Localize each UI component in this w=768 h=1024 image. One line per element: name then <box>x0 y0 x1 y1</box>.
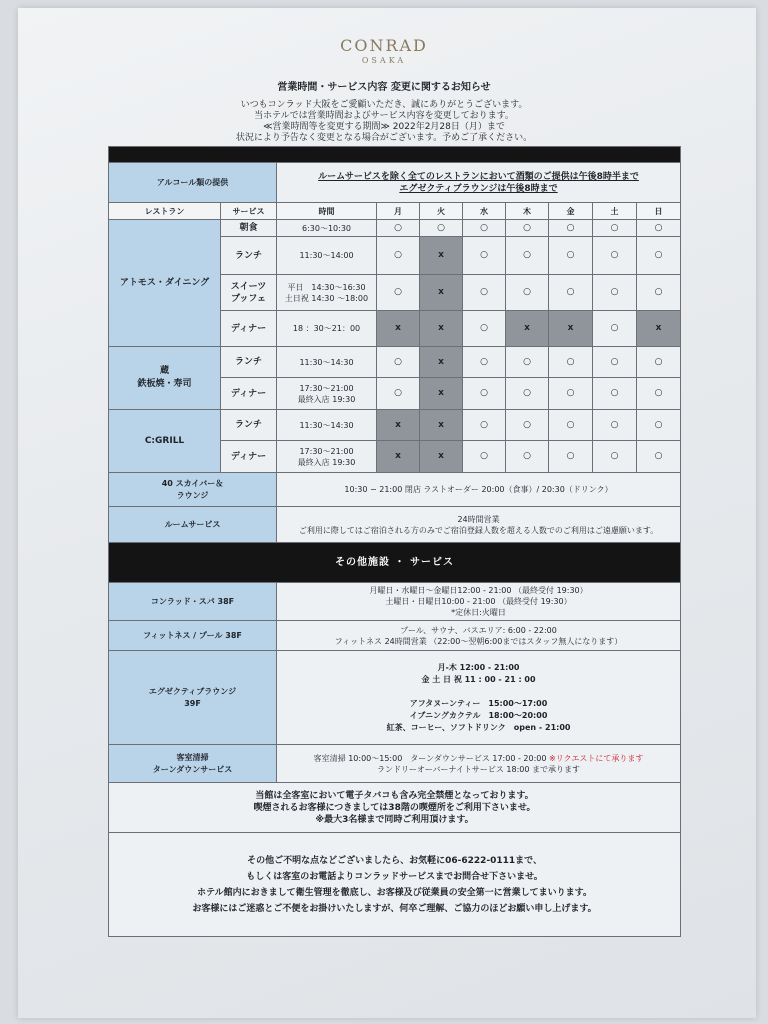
sky-hours: 10:30 − 21:00 閉店 ラストオーダー 20:00（食事）/ 20:30（ドリンク） <box>344 485 613 494</box>
service-name: ランチ <box>221 410 277 441</box>
closed-mark: x <box>549 311 593 347</box>
open-mark: ○ <box>377 378 420 410</box>
restaurant-name: 蔵 鉄板焼・寿司 <box>109 347 221 410</box>
open-mark: ○ <box>549 347 593 378</box>
alcohol-notice <box>277 163 681 203</box>
closed-mark: x <box>420 441 463 473</box>
service-time <box>277 220 377 237</box>
service-time <box>277 441 377 473</box>
open-mark: ○ <box>506 237 549 275</box>
col-day: 月 <box>377 203 420 220</box>
housekeeping-line <box>277 753 680 764</box>
closed-mark: x <box>420 237 463 275</box>
sky-bar-row <box>109 473 681 507</box>
closed-mark: x <box>420 311 463 347</box>
open-mark: ○ <box>593 441 637 473</box>
alcohol-label: アルコール類の提供 <box>109 163 277 203</box>
lounge-row-content <box>277 651 681 745</box>
intro-line: 当ホテルでは営業時間およびサービス内容を変更しております。 <box>254 111 514 121</box>
open-mark: ○ <box>463 378 506 410</box>
open-mark: ○ <box>377 220 420 237</box>
open-mark: ○ <box>593 410 637 441</box>
table-row <box>109 347 681 378</box>
col-day: 金 <box>549 203 593 220</box>
lounge-row <box>109 651 681 745</box>
open-mark: ○ <box>463 347 506 378</box>
service-time <box>277 410 377 441</box>
table-row <box>109 410 681 441</box>
laundry-line: ランドリーオーバーナイトサービス 18:00 まで承ります <box>377 764 581 774</box>
service-name: ランチ <box>221 347 277 378</box>
col-day: 火 <box>420 203 463 220</box>
col-time: 時間 <box>277 203 377 220</box>
open-mark: ○ <box>549 410 593 441</box>
housekeeping-row-label: 客室清掃 ターンダウンサービス <box>109 745 277 783</box>
open-mark: ○ <box>506 220 549 237</box>
col-restaurant: レストラン <box>109 203 221 220</box>
column-header-row <box>109 203 681 220</box>
service-name: スイーツ ブッフェ <box>221 275 277 311</box>
fitness-row-content <box>277 621 681 651</box>
intro-line: いつもコンラッド大阪をご愛顧いただき、誠にありがとうございます。 <box>240 100 528 110</box>
service-time <box>277 311 377 347</box>
open-mark: ○ <box>549 220 593 237</box>
text-line: フィットネス 24時間営業 （22:00〜翌朝6:00まではスタッフ無人になります） <box>334 636 623 646</box>
open-mark: ○ <box>593 220 637 237</box>
room-service-hours: 24時間営業 <box>457 514 500 524</box>
service-name: ランチ <box>221 237 277 275</box>
open-mark: ○ <box>549 237 593 275</box>
closed-mark: x <box>420 275 463 311</box>
room-service-note: ご利用に際してはご宿泊される方のみでご宿泊登録人数を超える人数でのご利用はご遠慮願います。 <box>298 525 659 535</box>
intro-line: ≪営業時間等を変更する期間≫ 2022年2月28日（月）まで <box>263 122 505 132</box>
closed-mark: x <box>420 378 463 410</box>
text-line: 11:30〜14:00 <box>299 251 354 260</box>
sky-bar-row-content <box>277 473 681 507</box>
closed-mark: x <box>420 347 463 378</box>
closing-notice <box>109 833 681 937</box>
housekeeping-text: 客室清掃 10:00〜15:00 ターンダウンサービス 17:00 - 20:00 <box>313 753 549 763</box>
alcohol-line-1: ルームサービスを除く全てのレストランにおいて酒類のご提供は午後8時半まで <box>318 171 639 182</box>
text-line: ホテル館内におきまして衛生管理を徹底し、お客様及び従業員の安全第一に営業してまいります。 <box>197 887 592 898</box>
room-service-row <box>109 507 681 543</box>
other-header-row <box>109 543 681 583</box>
room-service-row-content <box>277 507 681 543</box>
fitness-row <box>109 621 681 651</box>
closed-mark: x <box>506 311 549 347</box>
fitness-row-label: フィットネス / プール 38F <box>109 621 277 651</box>
text-line: 11:30〜14:30 <box>299 357 354 367</box>
open-mark: ○ <box>637 410 681 441</box>
open-mark: ○ <box>637 378 681 410</box>
text-line: 18 ：30〜21：00 <box>292 324 361 333</box>
col-day: 木 <box>506 203 549 220</box>
housekeeping-row <box>109 745 681 783</box>
schedule-table <box>108 146 681 937</box>
text-line: 最終入店 19:30 <box>297 394 356 404</box>
open-mark: ○ <box>506 378 549 410</box>
lounge-line <box>277 686 680 698</box>
table-row <box>109 220 681 237</box>
brand-sub: OSAKA <box>361 56 407 65</box>
service-name: ディナー <box>221 378 277 410</box>
service-name: ディナー <box>221 311 277 347</box>
spa-row-label: コンラッド・スパ 38F <box>109 583 277 621</box>
room-service-row-label: ルームサービス <box>109 507 277 543</box>
lounge-line: 紅茶、コーヒー、ソフトドリンク open - 21:00 <box>386 722 571 732</box>
housekeeping-row-content <box>277 745 681 783</box>
brand-logo: CONRAD <box>340 36 428 55</box>
open-mark: ○ <box>463 311 506 347</box>
sky-bar-row-label: 40 スカイバー＆ ラウンジ <box>109 473 277 507</box>
col-day: 日 <box>637 203 681 220</box>
lounge-line: 月-木 12:00 - 21:00 <box>437 662 520 672</box>
text-line: 当館は全客室において電子タバコも含み完全禁煙となっております。 <box>255 790 534 801</box>
open-mark: ○ <box>593 347 637 378</box>
intro-line: 状況により予告なく変更となる場合がございます。予めご了承ください。 <box>235 133 533 143</box>
spa-row-content <box>277 583 681 621</box>
col-day: 水 <box>463 203 506 220</box>
smoking-row <box>109 783 681 833</box>
alcohol-line-2: エグゼクティブラウンジは午後8時まで <box>399 183 558 194</box>
text-line: 土曜日・日曜日10:00 - 21:00 （最終受付 19:30） <box>385 597 572 606</box>
intro-text <box>0 100 768 144</box>
schedule-grid <box>108 146 680 937</box>
open-mark: ○ <box>463 220 506 237</box>
open-mark: ○ <box>637 237 681 275</box>
request-note: ※リクエストにて承ります <box>549 753 644 763</box>
open-mark: ○ <box>506 410 549 441</box>
open-mark: ○ <box>593 237 637 275</box>
service-time <box>277 275 377 311</box>
service-name: ディナー <box>221 441 277 473</box>
open-mark: ○ <box>593 311 637 347</box>
text-line: 土日祝 14:30 〜18:00 <box>284 293 369 303</box>
notice-title: 営業時間・サービス内容 変更に関するお知らせ <box>277 82 491 93</box>
text-line: 月曜日・水曜日〜金曜日12:00 - 21:00 （最終受付 19:30） <box>369 586 588 595</box>
open-mark: ○ <box>549 378 593 410</box>
col-day: 土 <box>593 203 637 220</box>
open-mark: ○ <box>637 220 681 237</box>
open-mark: ○ <box>506 347 549 378</box>
open-mark: ○ <box>593 275 637 311</box>
lounge-line: イブニングカクテル 18:00〜20:00 <box>409 710 548 720</box>
closed-mark: x <box>420 410 463 441</box>
closing-row <box>109 833 681 937</box>
text-line: 平日 14:30〜16:30 <box>287 282 366 292</box>
open-mark: ○ <box>463 275 506 311</box>
text-line: 最終入店 19:30 <box>297 457 356 467</box>
text-line: 17:30〜21:00 <box>299 383 354 393</box>
open-mark: ○ <box>463 237 506 275</box>
open-mark: ○ <box>463 410 506 441</box>
open-mark: ○ <box>377 237 420 275</box>
text-line: ※最大3名様まで同時ご利用頂けます。 <box>315 814 474 825</box>
text-line: その他ご不明な点などございましたら、お気軽に06-6222-0111まで、 <box>247 855 542 866</box>
table-top-bar <box>109 147 681 163</box>
open-mark: ○ <box>420 220 463 237</box>
restaurant-name: C:GRILL <box>109 410 221 473</box>
open-mark: ○ <box>377 347 420 378</box>
spa-row <box>109 583 681 621</box>
closed-mark: x <box>637 311 681 347</box>
open-mark: ○ <box>549 275 593 311</box>
text-line: 11:30〜14:30 <box>299 420 354 430</box>
service-time <box>277 378 377 410</box>
text-line: 喫煙されるお客様につきましては38階の喫煙所をご利用下さいませ。 <box>253 802 536 813</box>
service-time <box>277 347 377 378</box>
lounge-line: アフタヌーンティー 15:00〜17:00 <box>409 698 548 708</box>
open-mark: ○ <box>506 275 549 311</box>
open-mark: ○ <box>506 441 549 473</box>
restaurant-name: アトモス・ダイニング <box>109 220 221 347</box>
smoking-notice <box>109 783 681 833</box>
open-mark: ○ <box>637 347 681 378</box>
lounge-line: 金 土 日 祝 11 : 00 - 21 : 00 <box>421 674 536 684</box>
text-line: プール、サウナ、バスエリア: 6:00 - 22:00 <box>400 625 557 635</box>
closed-mark: x <box>377 311 420 347</box>
other-facilities-title: その他施設 ・ サービス <box>109 543 681 583</box>
closed-mark: x <box>377 410 420 441</box>
open-mark: ○ <box>463 441 506 473</box>
service-name: 朝食 <box>221 220 277 237</box>
open-mark: ○ <box>593 378 637 410</box>
open-mark: ○ <box>549 441 593 473</box>
text-line: 17:30〜21:00 <box>299 446 354 456</box>
text-line: もしくは客室のお電話よりコンラッドサービスまでお問合せ下さいませ。 <box>246 871 543 882</box>
open-mark: ○ <box>637 441 681 473</box>
lounge-row-label: エグゼクティブラウンジ 39F <box>109 651 277 745</box>
schedule-body <box>109 147 681 937</box>
text-line: 6:30〜10:30 <box>301 223 352 233</box>
open-mark: ○ <box>637 275 681 311</box>
col-service: サービス <box>221 203 277 220</box>
open-mark: ○ <box>377 275 420 311</box>
text-line: お客様にはご迷惑とご不便をお掛けいたしますが、何卒ご理解、ご協力のほどお願い申し上げます。 <box>192 903 597 914</box>
text-line: *定休日:火曜日 <box>451 608 506 617</box>
closed-mark: x <box>377 441 420 473</box>
service-time <box>277 237 377 275</box>
